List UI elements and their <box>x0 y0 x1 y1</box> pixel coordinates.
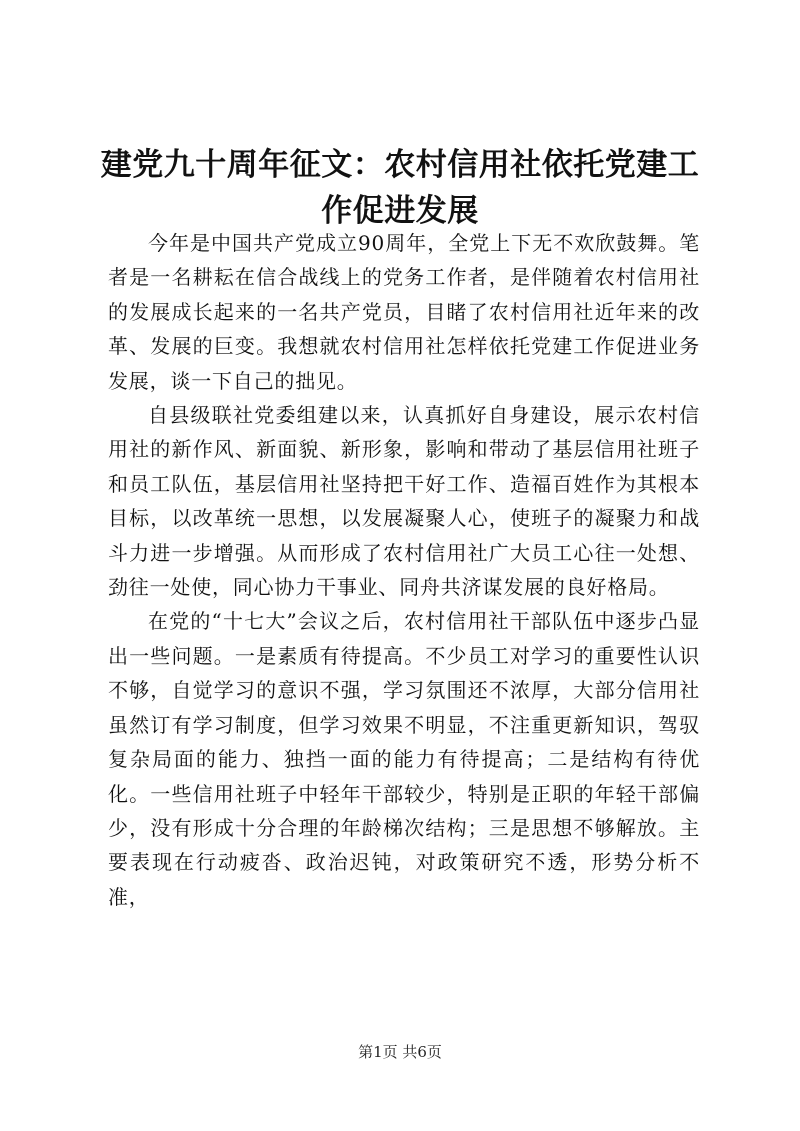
paragraph-2: 自县级联社党委组建以来，认真抓好自身建设，展示农村信用社的新作风、新面貌、新形象，影响和带动了基层信用社班子和员工队伍，基层信用社坚持把干好工作、造福百姓作为其根本目标，以改革统一思想，以发展凝聚人心，使班子的凝聚力和战斗力进一步增强。从而形成了农村信用社广大员工心往一处想、劲往一处使，同心协力干事业、同舟共济谋发展的良好格局。 <box>108 403 700 600</box>
document-title: 建党九十周年征文：农村信用社依托党建工作促进发展 <box>100 147 700 229</box>
paragraph-1: 今年是中国共产党成立90周年，全党上下无不欢欣鼓舞。笔者是一名耕耘在信合战线上的党务工作者，是伴随着农村信用社的发展成长起来的一名共产党员，目睹了农村信用社近年来的改革、发展的巨变。我想就农村信用社怎样依托党建工作促进业务发展，谈一下自己的拙见。 <box>108 231 700 393</box>
page-footer <box>0 1042 800 1062</box>
paragraph-3: 在党的“十七大”会议之后，农村信用社干部队伍中逐步凸显出一些问题。一是素质有待提高。不少员工对学习的重要性认识不够，自觉学习的意识不强，学习氛围还不浓厚，大部分信用社虽然订有学习制度，但学习效果不明显，不注重更新知识，驾驭复杂局面的能力、独挡一面的能力有待提高；二是结构有待优化。一些信用社班子中轻年干部较少，特别是正职的年轻干部偏少，没有形成十分合理的年龄梯次结构；三是思想不够解放。主要表现在行动疲沓、政治迟钝，对政策研究不透，形势分析不准， <box>108 609 700 909</box>
document-body <box>108 226 700 914</box>
page-number-label: 第1页 共6页 <box>358 1043 442 1061</box>
